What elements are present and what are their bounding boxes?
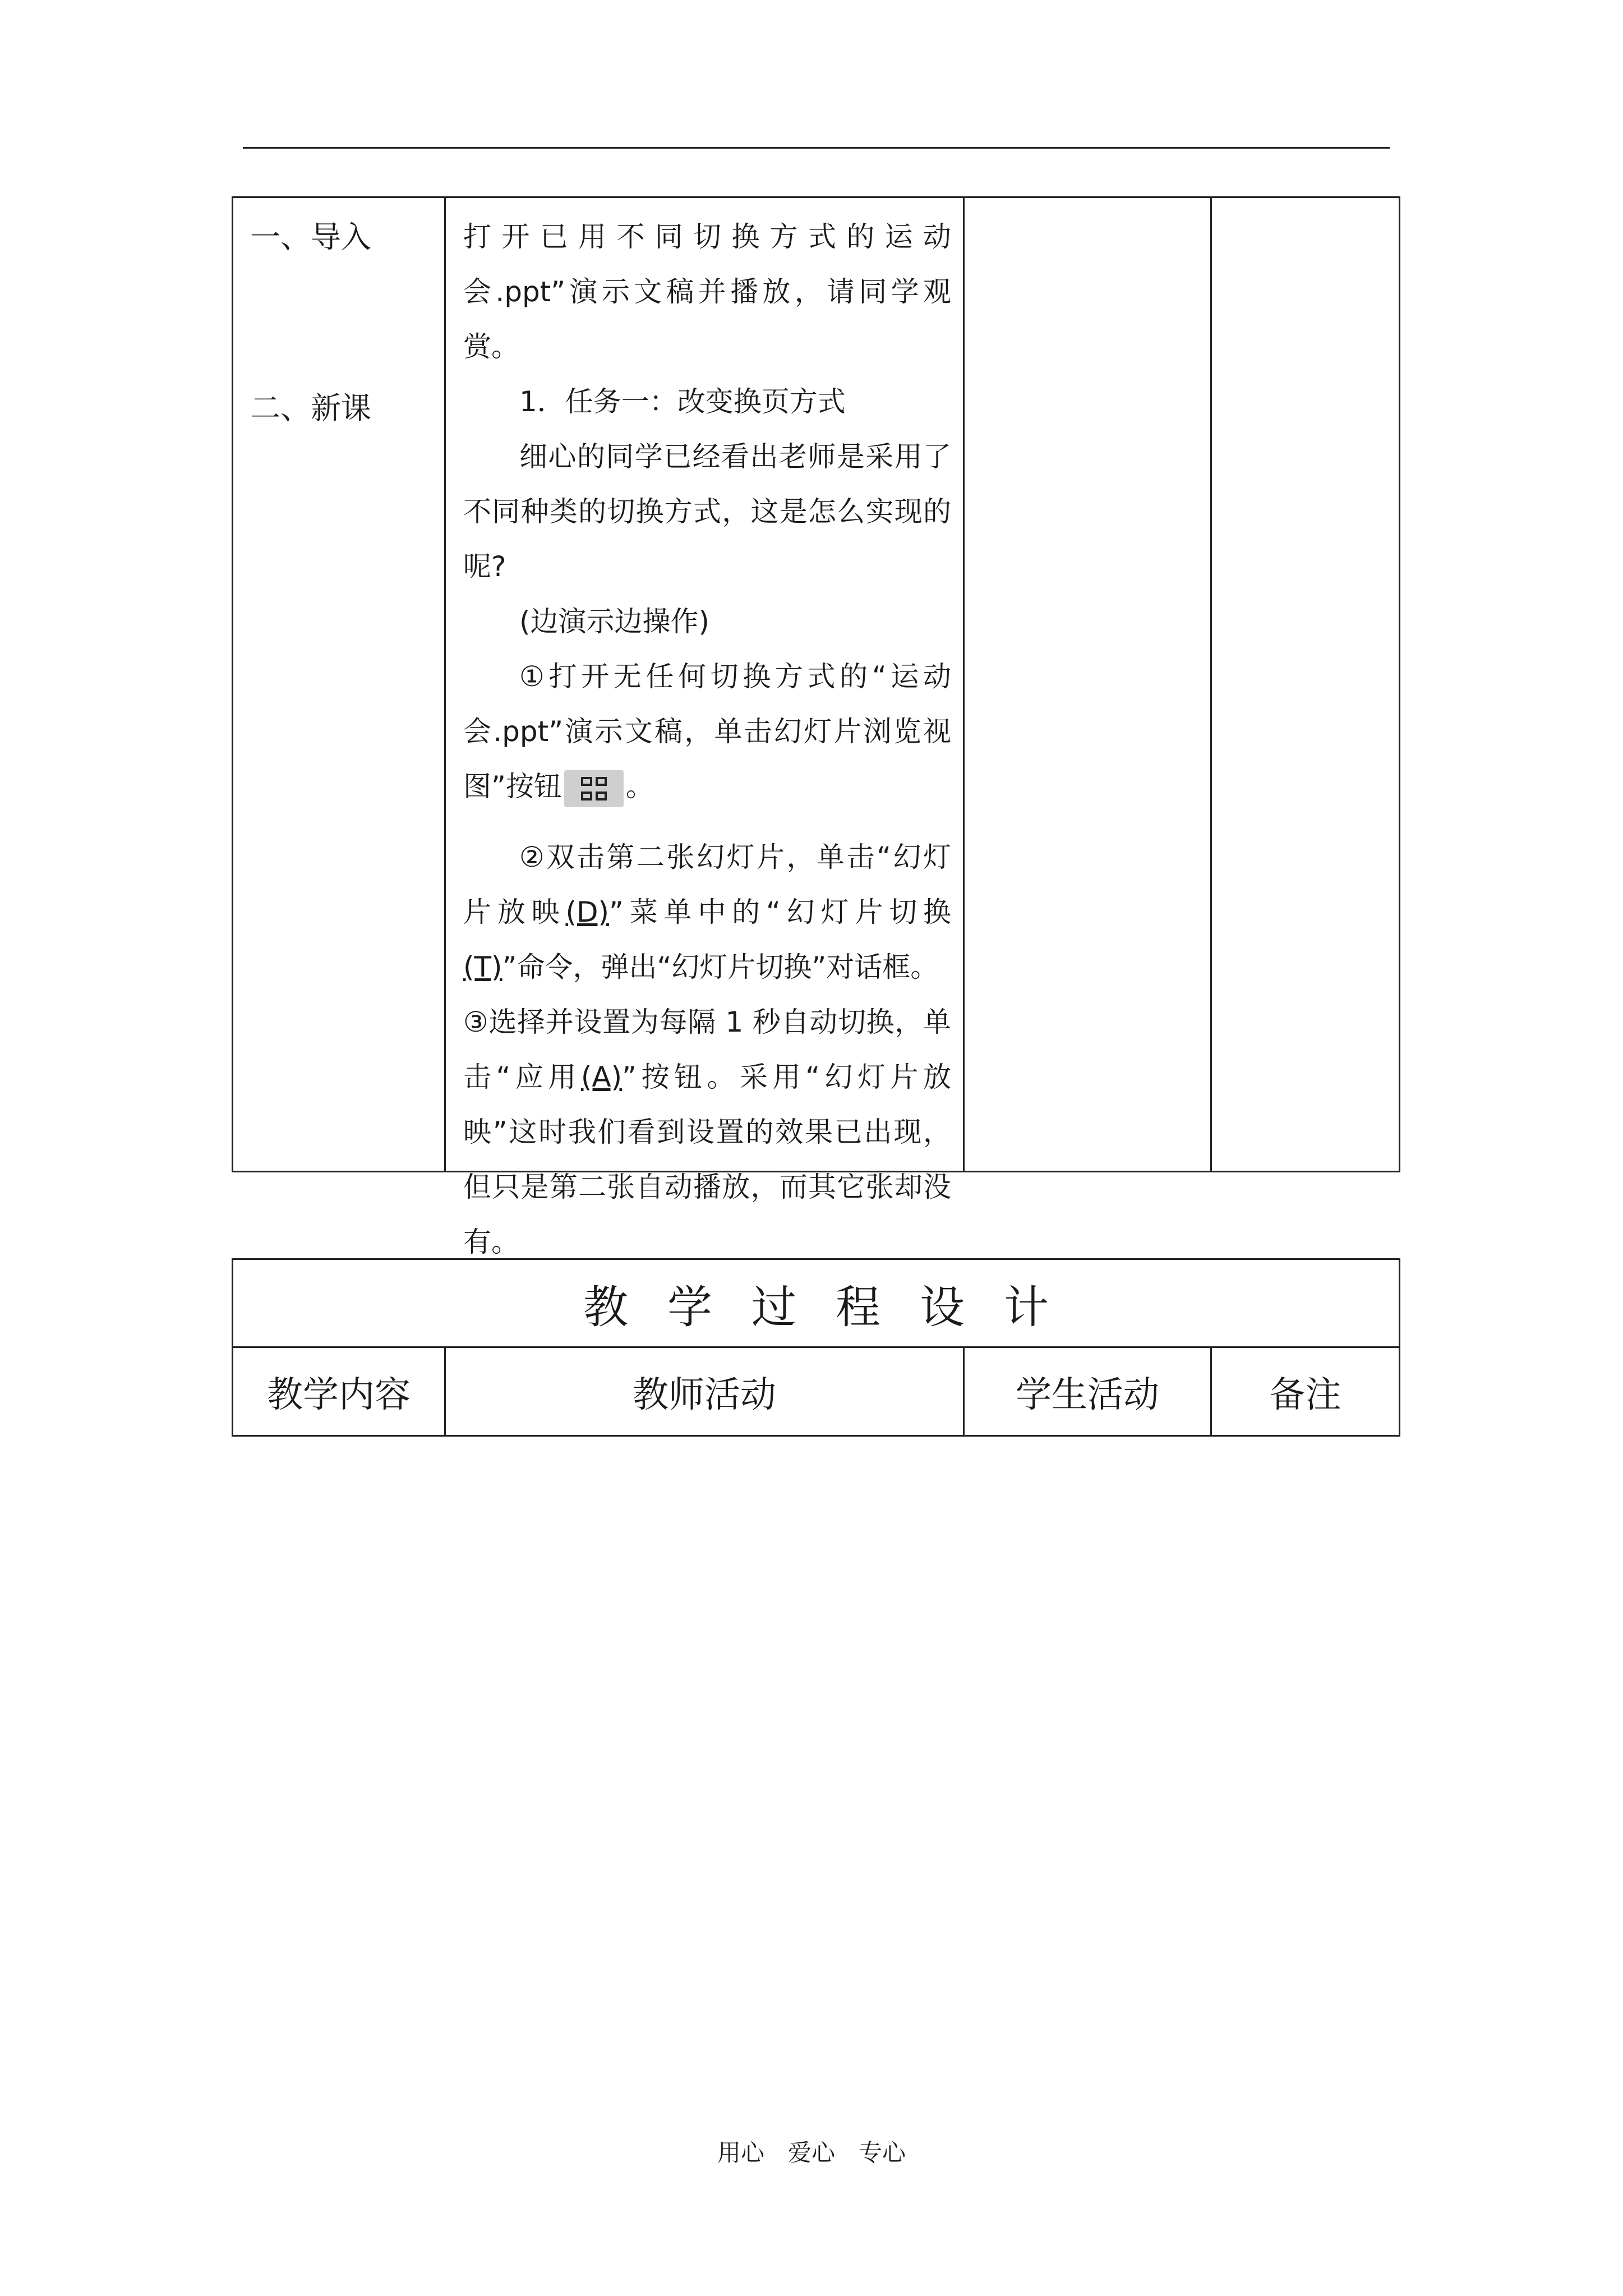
column-divider bbox=[1210, 198, 1212, 1171]
question-paragraph: 细心的同学已经看出老师是采用了不同种类的切换方式，这是怎么实现的呢? bbox=[463, 440, 951, 583]
button-hotkey-a: (A) bbox=[580, 1061, 623, 1093]
design-table-title: 教学过程设计 bbox=[233, 1260, 1399, 1348]
section-new-lesson-label: 二、新课 bbox=[250, 390, 371, 426]
menu-hotkey-d: (D) bbox=[565, 896, 609, 928]
header-teacher-activity: 教师活动 bbox=[444, 1348, 963, 1435]
step-three-paragraph bbox=[463, 995, 951, 1269]
teacher-activity-cell bbox=[463, 209, 951, 1269]
step-one-text: ①打开无任何切换方式的“运动会.ppt”演示文稿，单击幻灯片浏览视图”按钮 bbox=[463, 660, 951, 803]
header-student-activity: 学生活动 bbox=[963, 1348, 1210, 1435]
design-table bbox=[232, 1258, 1400, 1437]
step-three-text-2: ”按钮。采用“幻灯片放映”这时我们看到设置的效果已出现，但只是第二张自动播放，而其它张却没有。 bbox=[463, 1061, 951, 1258]
step-one-paragraph bbox=[463, 649, 951, 814]
slide-sorter-view-icon bbox=[564, 770, 624, 807]
intro-paragraph: 打开已用不同切换方式的运动会.ppt”演示文稿并播放，请同学观赏。 bbox=[463, 220, 951, 363]
step-two-text-3: ”命令，弹出“幻灯片切换”对话框。 bbox=[502, 951, 939, 983]
header-notes: 备注 bbox=[1210, 1348, 1399, 1435]
header-rule bbox=[243, 147, 1390, 149]
column-divider bbox=[963, 198, 965, 1171]
lesson-table bbox=[232, 196, 1400, 1258]
column-divider bbox=[444, 198, 446, 1171]
page-footer: 用心 爱心 专心 bbox=[717, 2139, 906, 2166]
step-two-text: ②双击第二张幻灯片，单击“幻灯片放映 bbox=[463, 841, 951, 928]
section-intro-label: 一、导入 bbox=[250, 219, 371, 255]
step-three-text: ③选择并设置为每隔 1 秒自动切换，单击“应用 bbox=[463, 1006, 951, 1093]
step-one-end: 。 bbox=[625, 770, 654, 803]
step-two-paragraph bbox=[463, 830, 951, 995]
step-two-text-2: ”菜单中的“幻灯片切换 bbox=[608, 896, 951, 928]
menu-hotkey-t: (T) bbox=[463, 951, 502, 983]
header-content: 教学内容 bbox=[267, 1374, 411, 1416]
demo-note: (边演示边操作) bbox=[519, 605, 710, 638]
design-table-header-row bbox=[233, 1348, 1399, 1435]
task-one-heading: 1．任务一：改变换页方式 bbox=[519, 385, 846, 418]
